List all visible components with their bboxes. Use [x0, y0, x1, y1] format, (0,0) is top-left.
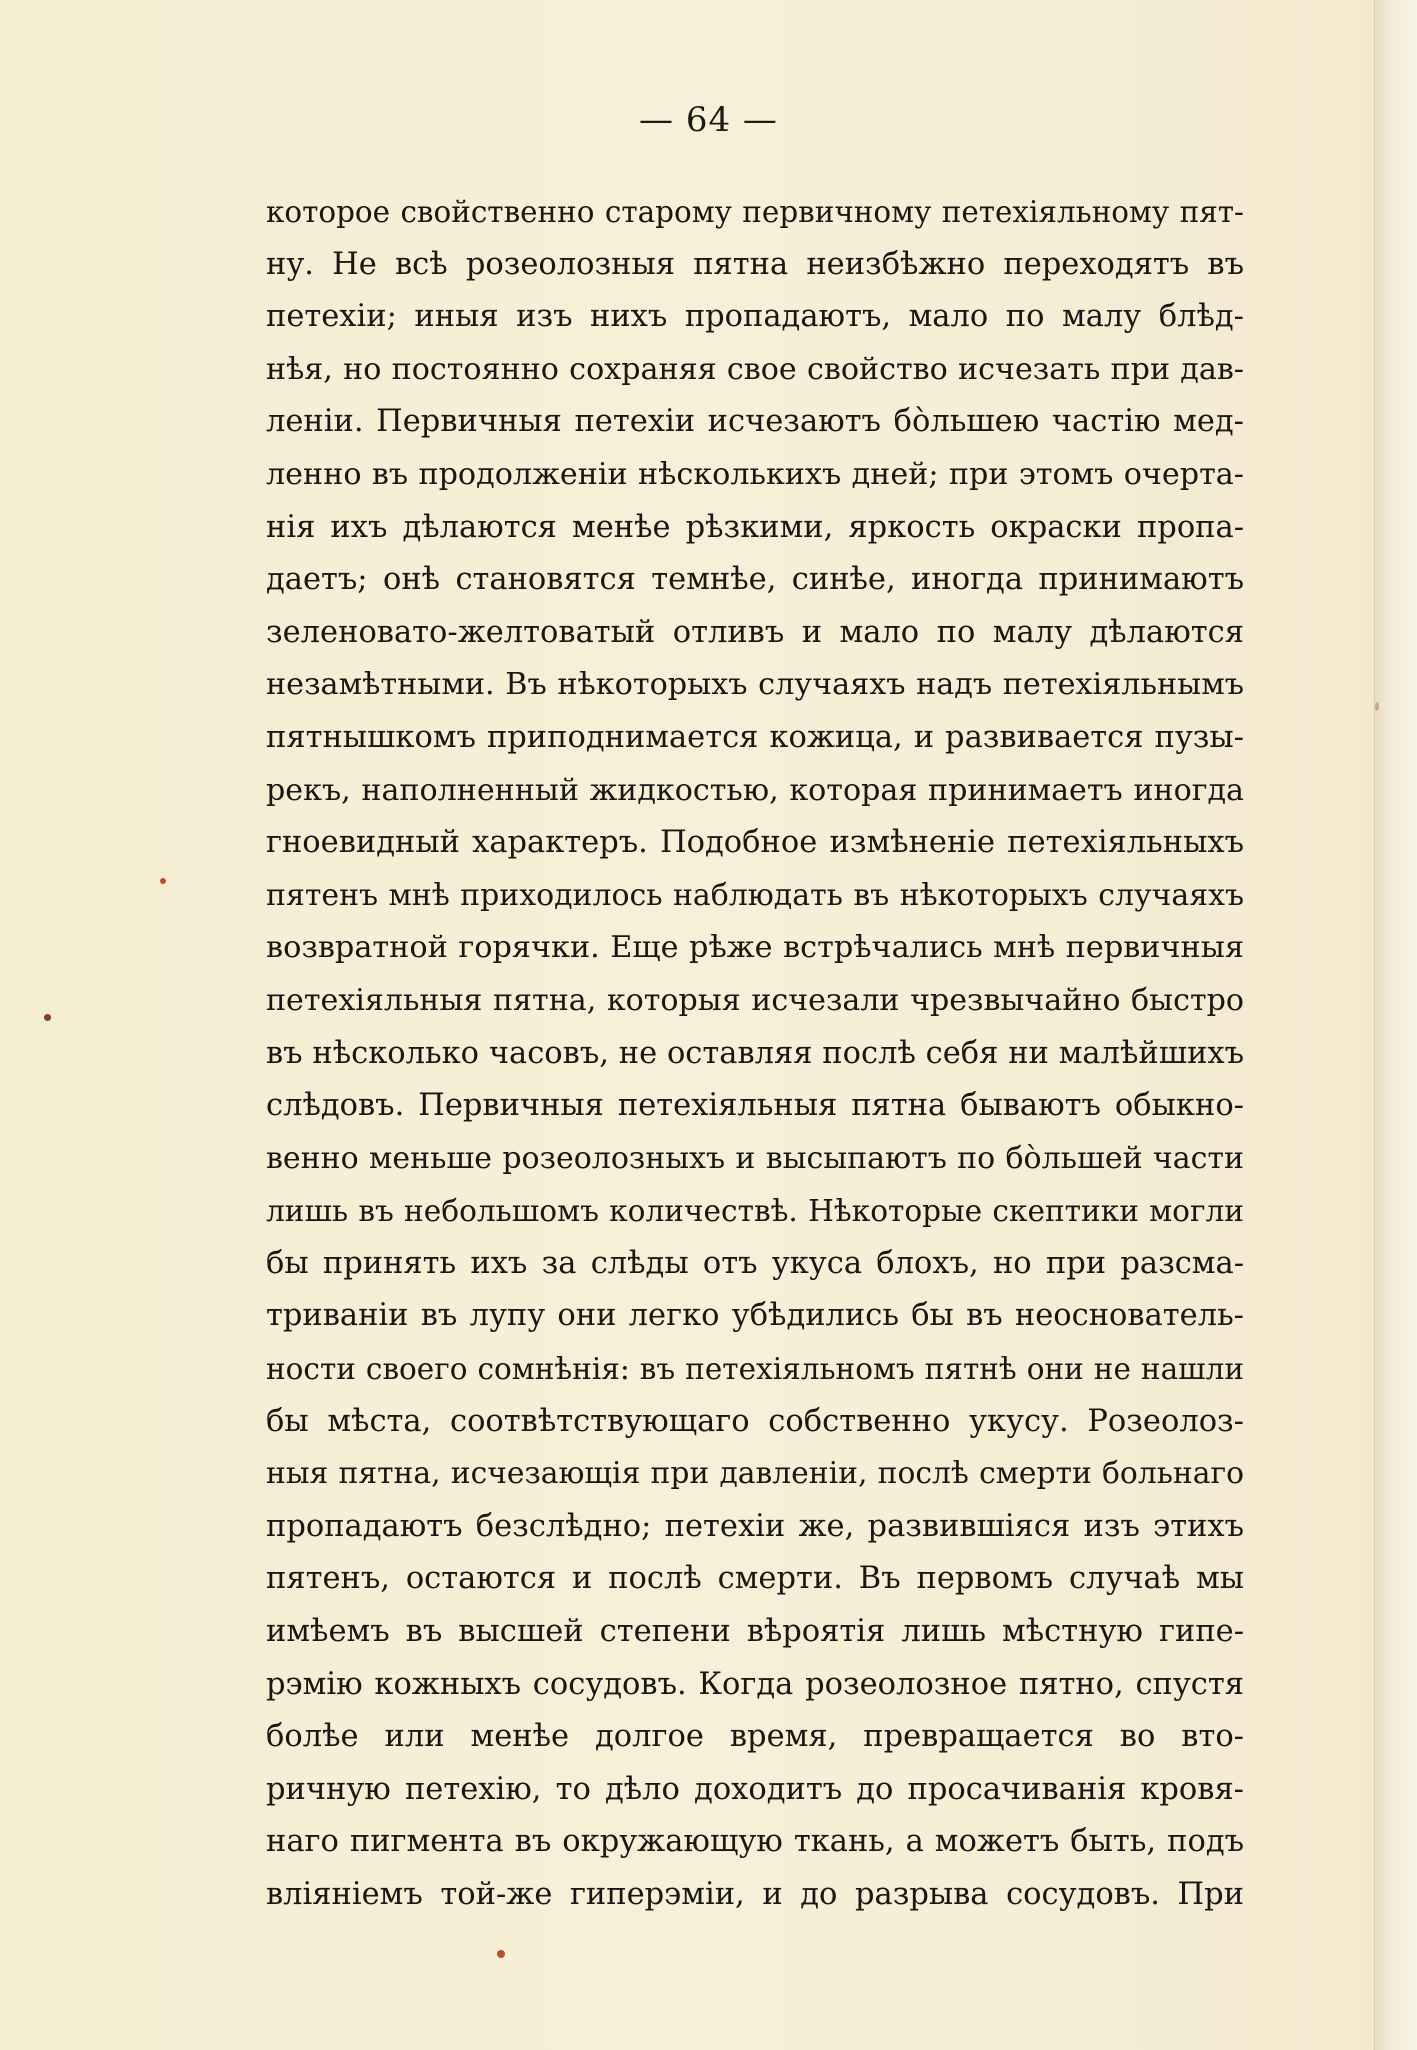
text-line: въ нѣсколько часовъ, не оставляя послѣ себя ни малѣйшихъ: [266, 1035, 1244, 1071]
page-number: — 64 —: [639, 100, 778, 140]
text-line: рэмію кожныхъ сосудовъ. Когда розеолозное пятно, спустя: [266, 1666, 1244, 1702]
text-line: гноевидный характеръ. Подобное измѣненіе петехіяльныхъ: [266, 825, 1244, 861]
text-line: даетъ; онѣ становятся темнѣе, синѣе, иногда принимаютъ: [266, 562, 1244, 598]
ink-speck: [44, 1014, 51, 1021]
text-line: пятнышкомъ приподнимается кожица, и развивается пузы-: [266, 719, 1244, 755]
body-text: [266, 186, 1244, 1922]
text-line: бы принять ихъ за слѣды отъ укуса блохъ, но при разсма-: [266, 1245, 1244, 1281]
text-line: нѣя, но постоянно сохраняя свое свойство исчезать при дав-: [266, 351, 1244, 387]
text-line: незамѣтными. Въ нѣкоторыхъ случаяхъ надъ петехіяльнымъ: [266, 667, 1244, 703]
text-line: леніи. Первичныя петехіи исчезаютъ бо̀льшею частію мед-: [266, 404, 1244, 440]
text-line: лишь въ небольшомъ количествѣ. Нѣкоторые скептики могли: [266, 1194, 1244, 1229]
text-line: ленно въ продолженіи нѣсколькихъ дней; при этомъ очерта-: [266, 456, 1244, 492]
text-line: триваніи въ лупу они легко убѣдились бы въ неоснователь-: [266, 1298, 1244, 1334]
text-line: возвратной горячки. Еще рѣже встрѣчались мнѣ первичныя: [266, 930, 1244, 966]
text-line: имѣемъ въ высшей степени вѣроятія лишь мѣстную гипе-: [266, 1614, 1244, 1650]
text-line: ности своего сомнѣнія: въ петехіяльномъ пятнѣ они не нашли: [266, 1352, 1244, 1387]
text-line: ныя пятна, исчезающія при давленіи, послѣ смерти больнаго: [266, 1456, 1244, 1492]
text-line: зеленовато-желтоватый отливъ и мало по малу дѣлаются: [266, 614, 1244, 650]
text-line: слѣдовъ. Первичныя петехіяльныя пятна бываютъ обыкно-: [266, 1088, 1244, 1124]
text-line: петехіяльныя пятна, которыя исчезали чрезвычайно быстро: [266, 982, 1244, 1018]
ink-speck: [1375, 702, 1379, 711]
ink-speck: [497, 1950, 505, 1958]
text-line: пятенъ мнѣ приходилось наблюдать въ нѣкоторыхъ случаяхъ: [266, 877, 1244, 913]
text-line: ну. Не всѣ розеолозныя пятна неизбѣжно переходятъ въ: [266, 246, 1244, 282]
text-line: петехіи; иныя изъ нихъ пропадаютъ, мало по малу блѣд-: [266, 299, 1244, 335]
page-edge: [1374, 0, 1417, 2050]
text-line: ричную петехію, то дѣло доходитъ до просачиванія кровя-: [266, 1771, 1244, 1807]
text-line: вліяніемъ той-же гиперэміи, и до разрыва сосудовъ. При: [266, 1877, 1244, 1912]
text-line: которое свойственно старому первичному петехіяльному пят-: [266, 195, 1244, 229]
ink-speck: [160, 878, 166, 884]
text-line: пятенъ, остаются и послѣ смерти. Въ первомъ случаѣ мы: [266, 1561, 1244, 1597]
text-line: болѣе или менѣе долгое время, превращается во вто-: [266, 1719, 1244, 1755]
text-line: рекъ, наполненный жидкостью, которая принимаетъ иногда: [266, 772, 1244, 808]
text-line: наго пигмента въ окружающую ткань, а можетъ быть, подъ: [266, 1824, 1244, 1860]
text-line: пропадаютъ безслѣдно; петехіи же, развившіяся изъ этихъ: [266, 1508, 1244, 1544]
text-line: венно меньше розеолозныхъ и высыпаютъ по бо̀льшей части: [266, 1140, 1244, 1176]
text-line: бы мѣста, соотвѣтствующаго собственно укусу. Розеолоз-: [266, 1403, 1244, 1439]
text-line: нія ихъ дѣлаются менѣе рѣзкими, яркость окраски пропа-: [266, 509, 1244, 545]
